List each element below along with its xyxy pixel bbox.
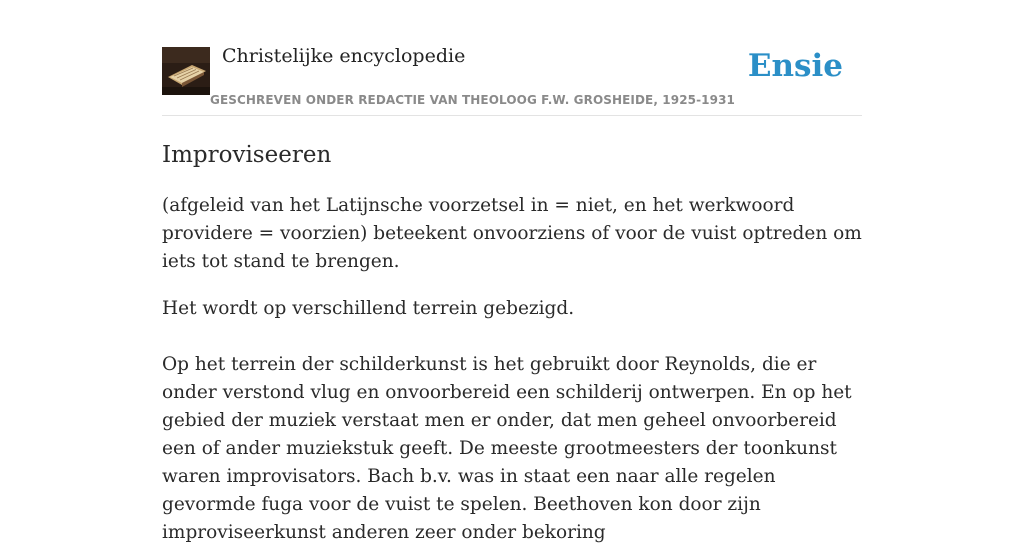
brand-logo[interactable]: Ensie: [747, 48, 843, 84]
site-subtitle: GESCHREVEN ONDER REDACTIE VAN THEOLOOG F.W. GROSHEIDE, 1925-1931: [210, 93, 735, 107]
site-title[interactable]: Christelijke encyclopedie: [222, 45, 466, 67]
article-paragraph: Op het terrein der schilderkunst is het gebruikt door Reynolds, die er onder verstond vlug en onvoorbereid een schilderij ontwerpen. En op het gebied der muziek verstaat men er onder, dat men geheel onvoorbereid een of ander muziekstuk geeft. De meeste grootmeesters der toonkunst waren improvisators. Bach b.v. was in staat een naar alle regelen gevormde fuga voor de vuist te spelen. Beethoven kon door zijn improviseerkunst anderen zeer onder bekoring: [162, 354, 852, 543]
article-title: Improviseeren: [162, 142, 332, 168]
article-paragraph: Het wordt op verschillend terrein gebezigd.: [162, 298, 575, 319]
avatar[interactable]: [162, 47, 210, 95]
article-paragraph: (afgeleid van het Latijnsche voorzetsel in = niet, en het werkwoord providere = voorzien) beteekent onvoorziens of voor de vuist optreden om iets tot stand te brengen.: [162, 195, 862, 272]
content-container: [162, 0, 862, 547]
site-header: [162, 0, 862, 116]
book-photo-icon: [162, 47, 210, 95]
